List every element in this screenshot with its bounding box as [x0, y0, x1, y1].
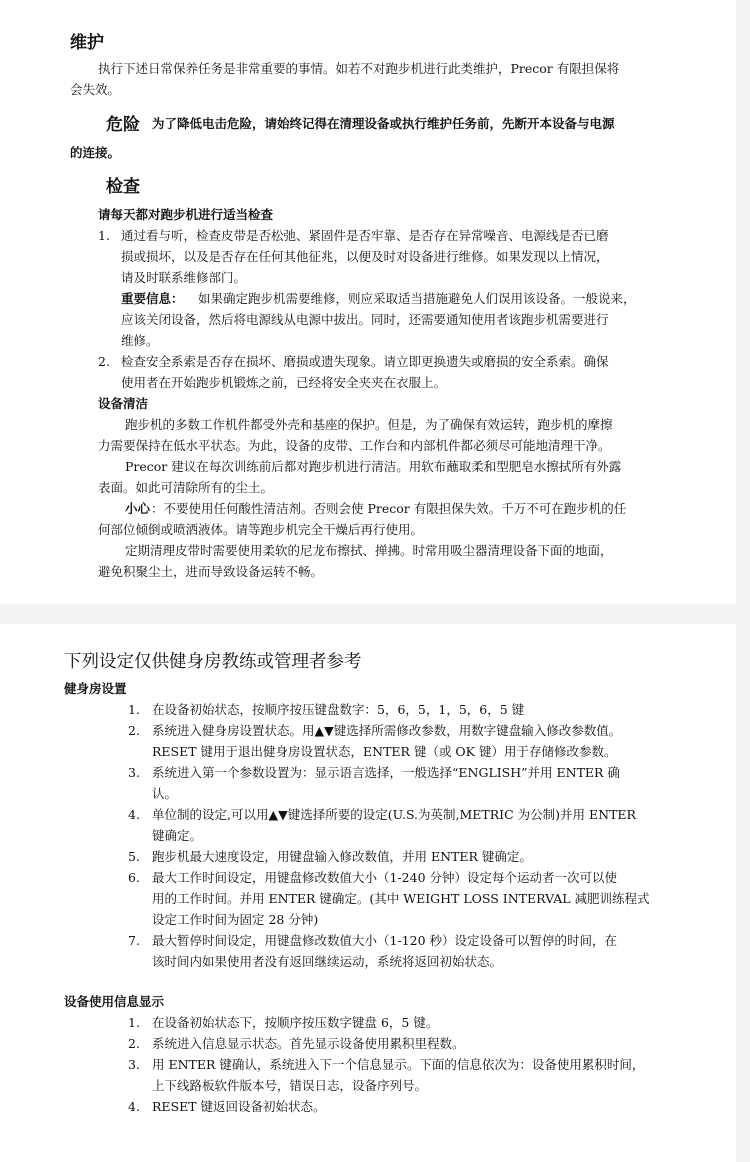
usage-info-item-3	[128, 1054, 644, 1096]
caution-label: 小心	[125, 501, 151, 516]
usage-info-item-2	[128, 1033, 644, 1054]
inspection-item-1-number: 1.	[98, 228, 110, 243]
important-line2: 应该关闭设备，然后将电源线从电源中拔出。同时，还需要通知使用者该跑步机需要进行	[121, 312, 609, 327]
gym-settings-item-number: 7.	[128, 933, 140, 948]
section-title-maintenance: 维护	[70, 33, 104, 53]
danger-text-line2: 的连接。	[70, 145, 121, 160]
danger-text-line1: 为了降低电击危险，请始终记得在清理设备或执行维护任务前，先断开本设备与电源	[152, 116, 615, 131]
gym-settings-item-number: 3.	[128, 765, 140, 780]
usage-info-item-number: 2.	[128, 1036, 140, 1051]
important-label: 重要信息：	[121, 291, 184, 306]
usage-info-item-line: 系统进入信息显示状态。首先显示设备使用累积里程数。	[152, 1036, 465, 1051]
important-line3: 维修。	[121, 333, 159, 348]
inspection-item-2-line2: 使用者在开始跑步机锻炼之前，已经将安全夹夹在衣服上。	[121, 375, 447, 390]
cleaning-para3-line1: 定期清理皮带时需要使用柔软的尼龙布擦拭、掸拂。时常用吸尘器清理设备下面的地面，	[125, 543, 613, 558]
caution-line2: 何部位倾倒或喷洒液体。请等跑步机完全干燥后再行使用。	[98, 522, 424, 537]
gym-settings-item-line: 设定工作时间为固定 28 分钟)	[152, 912, 319, 927]
gym-settings-item-line: 系统进入健身房设置状态。用▲▼键选择所需修改参数，用数字键盘输入修改参数值。	[152, 723, 622, 738]
gym-settings-item-line: 用的工作时间。并用 ENTER 键确定。(其中 WEIGHT LOSS INTERVAL 减肥训练程式	[152, 891, 650, 906]
gym-settings-list	[128, 699, 650, 972]
cleaning-para1-line2: 力需要保持在低水平状态。为此，设备的皮带、工作台和内部机件都必须尽可能地清理干净。	[98, 438, 611, 453]
usage-info-item-4	[128, 1096, 644, 1117]
section-title-gym-settings: 健身房设置	[64, 681, 127, 696]
gym-settings-item-line: 单位制的设定,可以用▲▼键选择所要的设定(U.S.为英制,METRIC 为公制)并用 ENTER	[152, 807, 636, 822]
gym-settings-item-line: 跑步机最大速度设定，用键盘输入修改数值，并用 ENTER 键确定。	[152, 849, 532, 864]
gym-settings-item-3	[128, 762, 650, 804]
inspection-item-2-number: 2.	[98, 354, 110, 369]
usage-info-item-number: 1.	[128, 1015, 140, 1030]
gym-settings-item-2	[128, 720, 650, 762]
usage-info-item-1	[128, 1012, 644, 1033]
inspection-item-1-line3: 请及时联系维修部门。	[121, 270, 247, 285]
gym-settings-item-line: 认。	[152, 786, 178, 801]
inspection-item-1-line1: 通过看与听，检查皮带是否松弛、紧固件是否牢靠、是否存在异常噪音、电源线是否已磨	[121, 228, 609, 243]
gym-settings-item-line: 最大工作时间设定，用键盘修改数值大小（1-240 分钟）设定每个运动者一次可以使	[152, 870, 618, 885]
danger-label: 危险	[106, 115, 140, 135]
gym-settings-item-number: 5.	[128, 849, 140, 864]
gym-settings-item-line: 最大暂停时间设定，用键盘修改数值大小（1-120 秒）设定设备可以暂停的时间，在	[152, 933, 618, 948]
usage-info-item-line: 上下线路板软件版本号，错误日志，设备序列号。	[152, 1078, 428, 1093]
usage-info-item-line: 用 ENTER 键确认，系统进入下一个信息显示。下面的信息依次为：设备使用累积时间，	[152, 1057, 645, 1072]
section-title-usage-info: 设备使用信息显示	[64, 994, 165, 1009]
usage-info-item-number: 3.	[128, 1057, 140, 1072]
gym-settings-item-5	[128, 846, 650, 867]
gym-settings-item-number: 6.	[128, 870, 140, 885]
section-title-inspection: 检查	[106, 177, 140, 197]
usage-info-item-line: RESET 键返回设备初始状态。	[152, 1099, 326, 1114]
gym-settings-item-4	[128, 804, 650, 846]
gym-settings-item-line: 在设备初始状态，按顺序按压键盘数字：5，6，5，1，5，6，5 键	[152, 702, 525, 717]
usage-info-list	[128, 1012, 644, 1117]
gym-settings-item-1	[128, 699, 650, 720]
cleaning-para3-line2: 避免积聚尘土，进而导致设备运转不畅。	[98, 564, 324, 579]
gym-settings-item-line: 键确定。	[152, 828, 203, 843]
usage-info-item-number: 4.	[128, 1099, 140, 1114]
inspection-item-1-line2: 损或损坏，以及是否存在任何其他征兆，以便及时对设备进行维修。如果发现以上情况，	[121, 249, 609, 264]
settings-page-title: 下列设定仅供健身房教练或管理者参考	[64, 652, 362, 672]
important-line1: 如果确定跑步机需要维修，则应采取适当措施避免人们误用该设备。一般说来，	[198, 291, 636, 306]
gym-settings-item-number: 4.	[128, 807, 140, 822]
gym-settings-item-line: 该时间内如果使用者没有返回继续运动，系统将返回初始状态。	[152, 954, 503, 969]
gym-settings-item-6	[128, 867, 650, 930]
cleaning-para1-line1: 跑步机的多数工作机件都受外壳和基座的保护。但是，为了确保有效运转，跑步机的摩擦	[125, 417, 613, 432]
gym-settings-item-line: 系统进入第一个参数设置为：显示语言选择，一般选择“ENGLISH”并用 ENTER 确	[152, 765, 620, 780]
gym-settings-item-7	[128, 930, 650, 972]
inspection-subtitle: 请每天都对跑步机进行适当检查	[98, 207, 274, 222]
maintenance-intro-line2: 会失效。	[70, 82, 121, 97]
gym-settings-item-line: RESET 键用于退出健身房设置状态，ENTER 键（或 OK 键）用于存储修改参数。	[152, 744, 617, 759]
gym-settings-item-number: 2.	[128, 723, 140, 738]
gym-settings-item-number: 1.	[128, 702, 140, 717]
cleaning-para2-line1: Precor 建议在每次训练前后都对跑步机进行清洁。用软布蘸取柔和型肥皂水擦拭所有外露	[125, 459, 622, 474]
inspection-item-2-line1: 检查安全系索是否存在损坏、磨损或遗失现象。请立即更换遗失或磨损的安全系索。确保	[121, 354, 609, 369]
section-title-cleaning: 设备清洁	[98, 396, 149, 411]
manual-page-settings	[0, 624, 736, 1162]
cleaning-para2-line2: 表面。如此可清除所有的尘土。	[98, 480, 274, 495]
caution-line1: ：不要使用任何酸性清洁剂。否则会使 Precor 有限担保失效。千万不可在跑步机的任	[151, 501, 627, 516]
maintenance-intro-line1: 执行下述日常保养任务是非常重要的事情。如若不对跑步机进行此类维护，Precor 有限担保将	[98, 61, 620, 76]
usage-info-item-line: 在设备初始状态下，按顺序按压数字键盘 6，5 键。	[152, 1015, 439, 1030]
